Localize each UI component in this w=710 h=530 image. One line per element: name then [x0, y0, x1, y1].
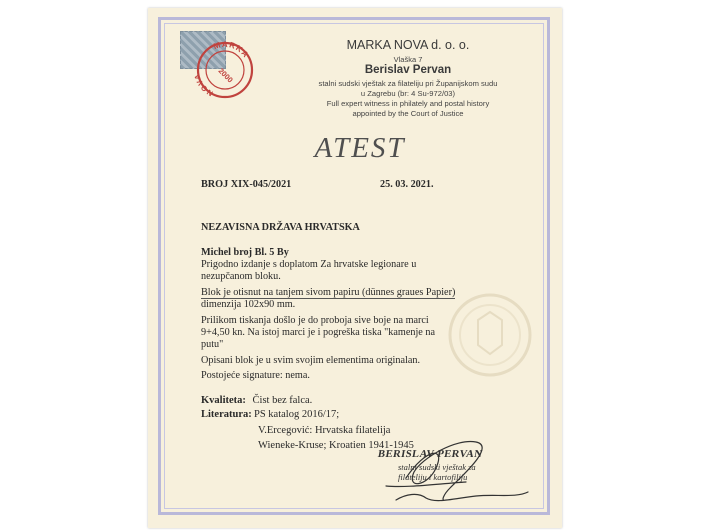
handwritten-signature [366, 428, 536, 512]
embossed-seal [430, 290, 540, 390]
company-name: MARKA NOVA d. o. o. [346, 38, 470, 52]
header-line: appointed by the Court of Justice [352, 109, 464, 118]
description-line: Postojeće signature: nema. [201, 370, 310, 381]
description-line [201, 287, 455, 299]
seal-top-text: MARKA [212, 39, 251, 60]
header-line: stalni sudski vještak za filateliju pri Županijskom sudu [318, 79, 498, 88]
seal-left-text: NOVA [192, 72, 215, 99]
literature-item: V.Ercegović: Hrvatska filatelija [258, 425, 391, 436]
quality-row [201, 395, 312, 406]
expert-name: Berislav Pervan [364, 64, 452, 76]
paper-description: Blok je otisnut na tanjem sivom papiru (dünnes graues Papier) [201, 287, 456, 298]
signature-title-line: stalni sudski vještak za [398, 462, 476, 472]
description-line: Prilikom tiskanja došlo je do proboja sive boje na marci [201, 315, 429, 326]
description-line: Prigodno izdanje s doplatom Za hrvatske legionare u [201, 259, 417, 270]
description-line: nezupčanom bloku. [201, 271, 281, 282]
description-line: putu" [201, 339, 224, 350]
company-street: Vlaška 7 [393, 55, 423, 64]
quality-label: Kvaliteta: [201, 395, 246, 406]
company-seal [190, 32, 260, 102]
literature-item: PS katalog 2016/17; [254, 409, 340, 420]
issuing-state: NEZAVISNA DRŽAVA HRVATSKA [201, 222, 360, 233]
description-line: 9+4,50 kn. Na istoj marci je i pogreška tiska "kamenje na [201, 327, 435, 338]
signature-name: BERISLAV PERVAN [377, 449, 484, 460]
signature-title-line: filateliju i kartofiliju [398, 472, 468, 482]
certificate-title: ATEST [314, 132, 406, 164]
michel-number: Michel broj Bl. 5 By [201, 247, 289, 258]
quality-value: Čist bez falca. [252, 395, 313, 406]
literature-label: Literatura: [201, 409, 252, 420]
reference-date: 25. 03. 2021. [380, 179, 434, 190]
literature-item: Wieneke-Kruse; Kroatien 1941-1945 [258, 440, 414, 451]
description-line: Opisani blok je u svim svojim elementima originalan. [201, 355, 420, 366]
description-line: dimenzija 102x90 mm. [201, 299, 296, 310]
header-line: Full expert witness in philately and postal history [326, 99, 490, 108]
seal-year: 2000 [216, 66, 235, 85]
reference-number: BROJ XIX-045/2021 [201, 179, 292, 190]
header-line: u Zagrebu (br: 4 Su-972/03) [360, 89, 456, 98]
